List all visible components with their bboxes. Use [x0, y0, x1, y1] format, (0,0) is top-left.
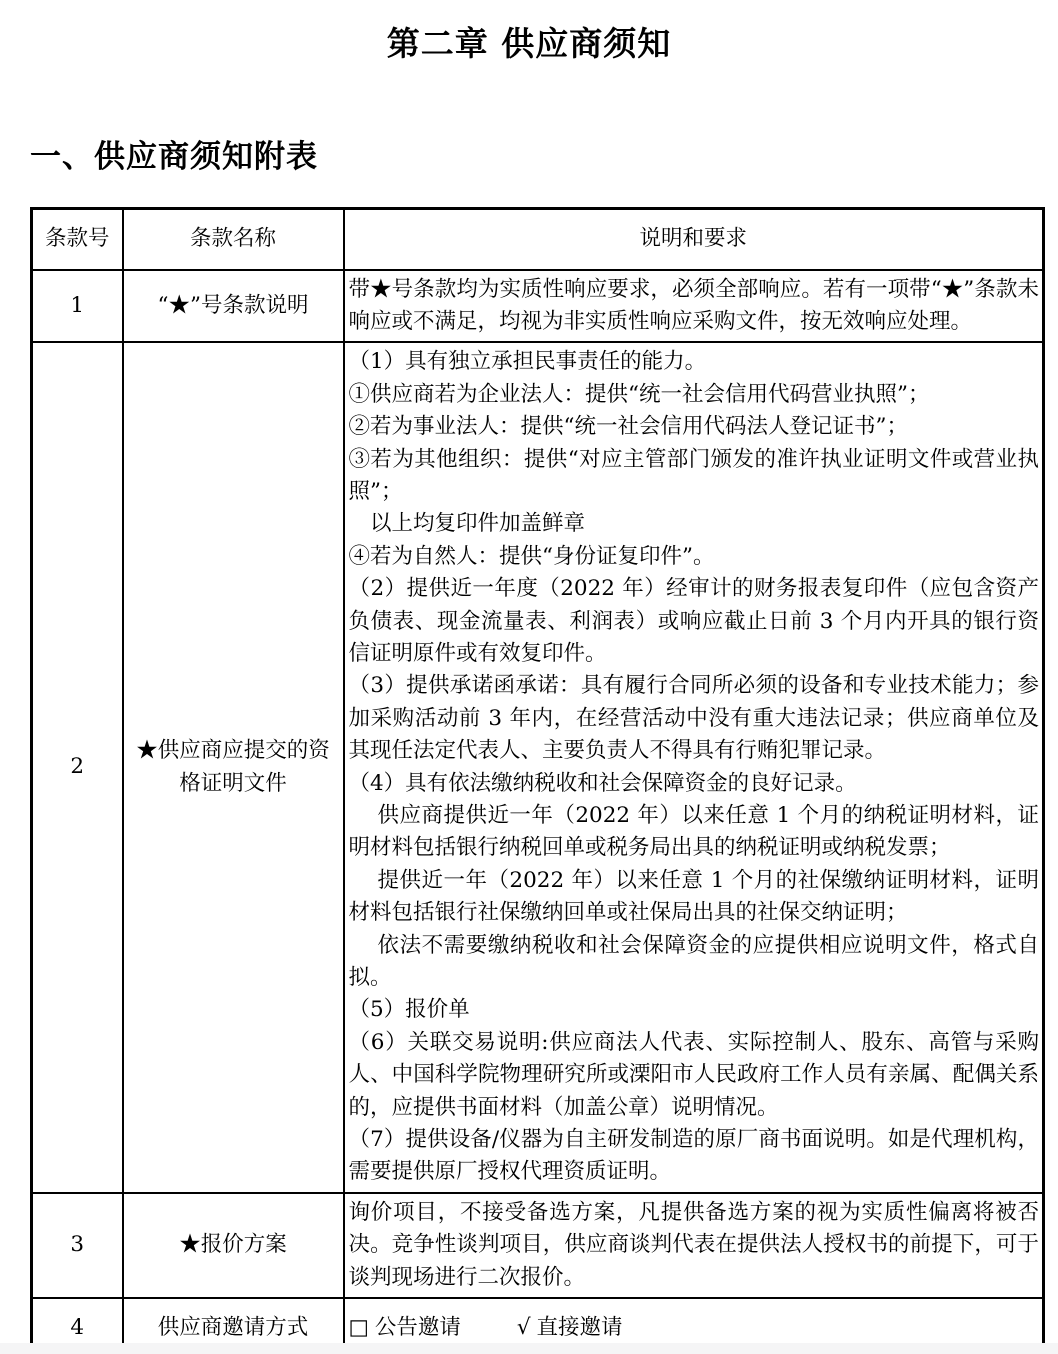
description-paragraph: ①供应商若为企业法人：提供“统一社会信用代码营业执照”；: [348, 381, 930, 407]
clause-number: 1: [32, 270, 123, 343]
supplier-notice-table: [30, 207, 1045, 1354]
table-row-qualification-documents: [32, 342, 1044, 1193]
clause-name: ★报价方案: [123, 1193, 344, 1298]
option-direct-invitation: [517, 1315, 623, 1340]
clause-number: 3: [32, 1193, 123, 1298]
description-paragraph: （4）具有依法缴纳税收和社会保障资金的良好记录。: [348, 770, 857, 796]
description-paragraph: ④若为自然人：提供“身份证复印件”。: [348, 543, 715, 569]
clause-description: [344, 270, 1044, 343]
option-public-invitation: [349, 1315, 461, 1340]
checkmark-icon: √: [516, 1315, 531, 1341]
description-paragraph: 依法不需要缴纳税收和社会保障资金的应提供相应说明文件，格式自拟。: [348, 932, 1039, 991]
header-description-requirements: 说明和要求: [344, 209, 1044, 270]
description-paragraph: 以上均复印件加盖鲜章: [370, 511, 586, 537]
description-paragraph: （3）提供承诺函承诺：具有履行合同所必须的设备和专业技术能力；参加采购活动前 3 年内，在经营活动中没有重大违法记录；供应商单位及其现任法定代表人、主要负责人不得具有行贿犯罪记录。: [348, 673, 1039, 764]
description-paragraph: 带★号条款均为实质性响应要求，必须全部响应。若有一项带“★”条款未响应或不满足，均视为非实质性响应采购文件，按无效响应处理。: [348, 276, 1039, 334]
clause-name: “★”号条款说明: [123, 270, 344, 343]
page-title: 第二章 供应商须知: [386, 24, 672, 63]
description-paragraph: （7）提供设备/仪器为自主研发制造的原厂商书面说明。如是代理机构，需要提供原厂授权代理资质证明。: [348, 1127, 1039, 1185]
description-paragraph: （5）报价单: [348, 997, 470, 1023]
description-paragraph: （2）提供近一年度（2022 年）经审计的财务报表复印件（应包含资产负债表、现金流量表、利润表）或响应截止日前 3 个月内开具的银行资信证明原件或有效复印件。: [348, 576, 1039, 666]
clause-number: 2: [32, 342, 123, 1193]
invitation-options: [349, 1315, 623, 1340]
clause-name: 供应商邀请方式: [123, 1298, 344, 1354]
header-clause-number: 条款号: [32, 209, 123, 270]
clause-name: ★供应商应提交的资格证明文件: [123, 342, 344, 1193]
description-paragraph: 供应商提供近一年（2022 年）以来任意 1 个月的纳税证明材料，证明材料包括银行纳税回单或税务局出具的纳税证明或纳税发票；: [348, 803, 1039, 861]
description-paragraph: 询价项目，不接受备选方案，凡提供备选方案的视为实质性偏离将被否决。竞争性谈判项目，供应商谈判代表在提供法人授权书的前提下，可于谈判现场进行二次报价。: [348, 1199, 1039, 1290]
table-header-row: [32, 209, 1044, 270]
section-heading: 一、供应商须知附表: [30, 139, 318, 175]
description-paragraph: （6）关联交易说明:供应商法人代表、实际控制人、股东、高管与采购人、中国科学院物理研究所或溧阳市人民政府工作人员有亲属、配偶关系的，应提供书面材料（加盖公章）说明情况。: [348, 1029, 1039, 1120]
clause-description: [344, 342, 1044, 1193]
page-bottom-edge: [0, 1343, 1058, 1354]
table-row-quotation-plan: [32, 1193, 1044, 1298]
clause-number: 4: [32, 1298, 123, 1354]
description-paragraph: ②若为事业法人：提供“统一社会信用代码法人登记证书”；: [348, 414, 908, 440]
header-clause-name: 条款名称: [123, 209, 344, 270]
description-paragraph: 提供近一年（2022 年）以来任意 1 个月的社保缴纳证明材料，证明材料包括银行社保缴纳回单或社保局出具的社保交纳证明；: [348, 867, 1039, 926]
description-paragraph: ③若为其他组织：提供“对应主管部门颁发的准许执业证明文件或营业执照”；: [348, 446, 1039, 504]
option-label: 公告邀请: [374, 1315, 461, 1341]
table-row-star-clause-note: [32, 270, 1044, 343]
description-paragraph: （1）具有独立承担民事责任的能力。: [348, 349, 707, 375]
option-label: 直接邀请: [536, 1315, 623, 1341]
checkbox-unchecked-icon: □: [348, 1315, 369, 1341]
clause-description: [344, 1193, 1044, 1298]
